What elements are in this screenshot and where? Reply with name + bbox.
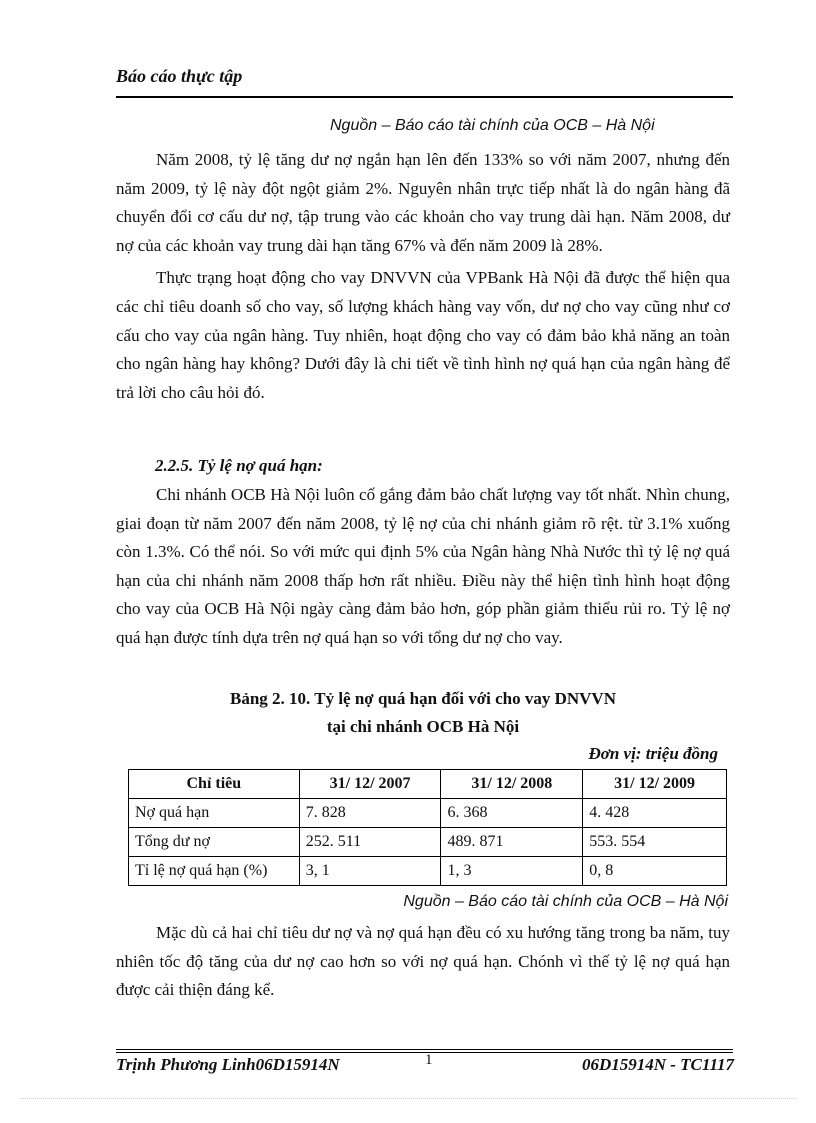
table-header-cell: Chỉ tiêu xyxy=(129,770,300,799)
paragraph-1: Năm 2008, tỷ lệ tăng dư nợ ngắn hạn lên đến 133% so với năm 2007, nhưng đến năm 2009, tỷ lệ này đột ngột giảm 2%. Nguyên nhân trực tiếp nhất là do ngân hàng đã chuyển đổi cơ cấu dư nợ, tập trung vào các khoản cho vay trung dài hạn. Năm 2008, dư nợ của các khoản vay trung dài hạn tăng 67% và đến năm 2009 là 28%. xyxy=(116,150,730,255)
table-cell: 3, 1 xyxy=(299,857,441,886)
source-note-table: Nguồn – Báo cáo tài chính của OCB – Hà Nội xyxy=(403,893,728,910)
body-text-middle xyxy=(116,481,730,653)
table-cell: 553. 554 xyxy=(583,828,727,857)
table-row xyxy=(129,799,727,828)
table-unit: Đơn vị: triệu đồng xyxy=(588,744,718,763)
table-cell: 0, 8 xyxy=(583,857,727,886)
table-cell: 1, 3 xyxy=(441,857,583,886)
source-note-top: Nguồn – Báo cáo tài chính của OCB – Hà Nội xyxy=(330,117,655,134)
paragraph-2: Thực trạng hoạt động cho vay DNVVN của VPBank Hà Nội đã được thể hiện qua các chỉ tiêu doanh số cho vay, số lượng khách hàng vay vốn, dư nợ cho vay cũng như cơ cấu cho vay của ngân hàng. Tuy nhiên, hoạt động cho vay có đảm bảo khả năng an toàn cho ngân hàng hay không? Dưới đây là chi tiết về tình hình nợ quá hạn của ngân hàng để trả lời cho câu hỏi đó. xyxy=(116,268,730,402)
header-rule xyxy=(116,96,733,98)
footer-code: 06D15914N - TC1117 xyxy=(581,1055,734,1074)
section-heading: 2.2.5. Tỷ lệ nợ quá hạn: xyxy=(155,456,323,475)
paragraph-4: Mặc dù cả hai chỉ tiêu dư nợ và nợ quá hạn đều có xu hướng tăng trong ba năm, tuy nhiên tốc độ tăng của dư nợ cao hơn so với nợ quá hạn. Chónh vì thế tỷ lệ nợ quá hạn được cải thiện đáng kể. xyxy=(116,923,730,1000)
data-table xyxy=(128,769,727,886)
table-cell: 252. 511 xyxy=(299,828,441,857)
paragraph-3: Chi nhánh OCB Hà Nội luôn cố gắng đảm bảo chất lượng vay tốt nhất. Nhìn chung, giai đoạn từ năm 2007 đến năm 2008, tỷ lệ nợ của chi nhánh giảm rõ rệt. từ 3.1% xuống còn 1.3%. Có thể nói. So với mức qui định 5% của Ngân hàng Nhà Nước thì tỷ lệ nợ quá hạn của chi nhánh năm 2008 thấp hơn rất nhiều. Điều này thể hiện tình hình hoạt động cho vay của OCB Hà Nội ngày càng đảm bảo hơn, góp phần giảm thiểu rủi ro. Tỷ lệ nợ quá hạn được tính dựa trên nợ quá hạn so với tổng dư nợ cho vay. xyxy=(116,485,730,647)
table-cell: Nợ quá hạn xyxy=(129,799,300,828)
table-title-line1: Bảng 2. 10. Tỷ lệ nợ quá hạn đối với cho vay DNVVN xyxy=(230,689,616,708)
table-header-cell: 31/ 12/ 2008 xyxy=(441,770,583,799)
table-header-row xyxy=(129,770,727,799)
body-text-top xyxy=(116,146,730,407)
table-cell: 489. 871 xyxy=(441,828,583,857)
table-header-cell: 31/ 12/ 2009 xyxy=(583,770,727,799)
table-cell: 7. 828 xyxy=(299,799,441,828)
table-cell: 6. 368 xyxy=(441,799,583,828)
page-edge-divider xyxy=(20,1098,796,1099)
table-cell: Tổng dư nợ xyxy=(129,828,300,857)
table-cell: Tỉ lệ nợ quá hạn (%) xyxy=(129,857,300,886)
table-header-cell: 31/ 12/ 2007 xyxy=(299,770,441,799)
table-title-line2: tại chi nhánh OCB Hà Nội xyxy=(326,717,520,736)
footer-rule xyxy=(116,1049,733,1050)
table-cell: 4. 428 xyxy=(583,799,727,828)
page-number: 1 xyxy=(425,1052,433,1068)
footer-author: Trịnh Phương Linh06D15914N xyxy=(116,1055,340,1074)
header-title: Báo cáo thực tập xyxy=(116,66,243,86)
body-text-bottom xyxy=(116,919,730,1005)
table-row xyxy=(129,828,727,857)
table-row xyxy=(129,857,727,886)
